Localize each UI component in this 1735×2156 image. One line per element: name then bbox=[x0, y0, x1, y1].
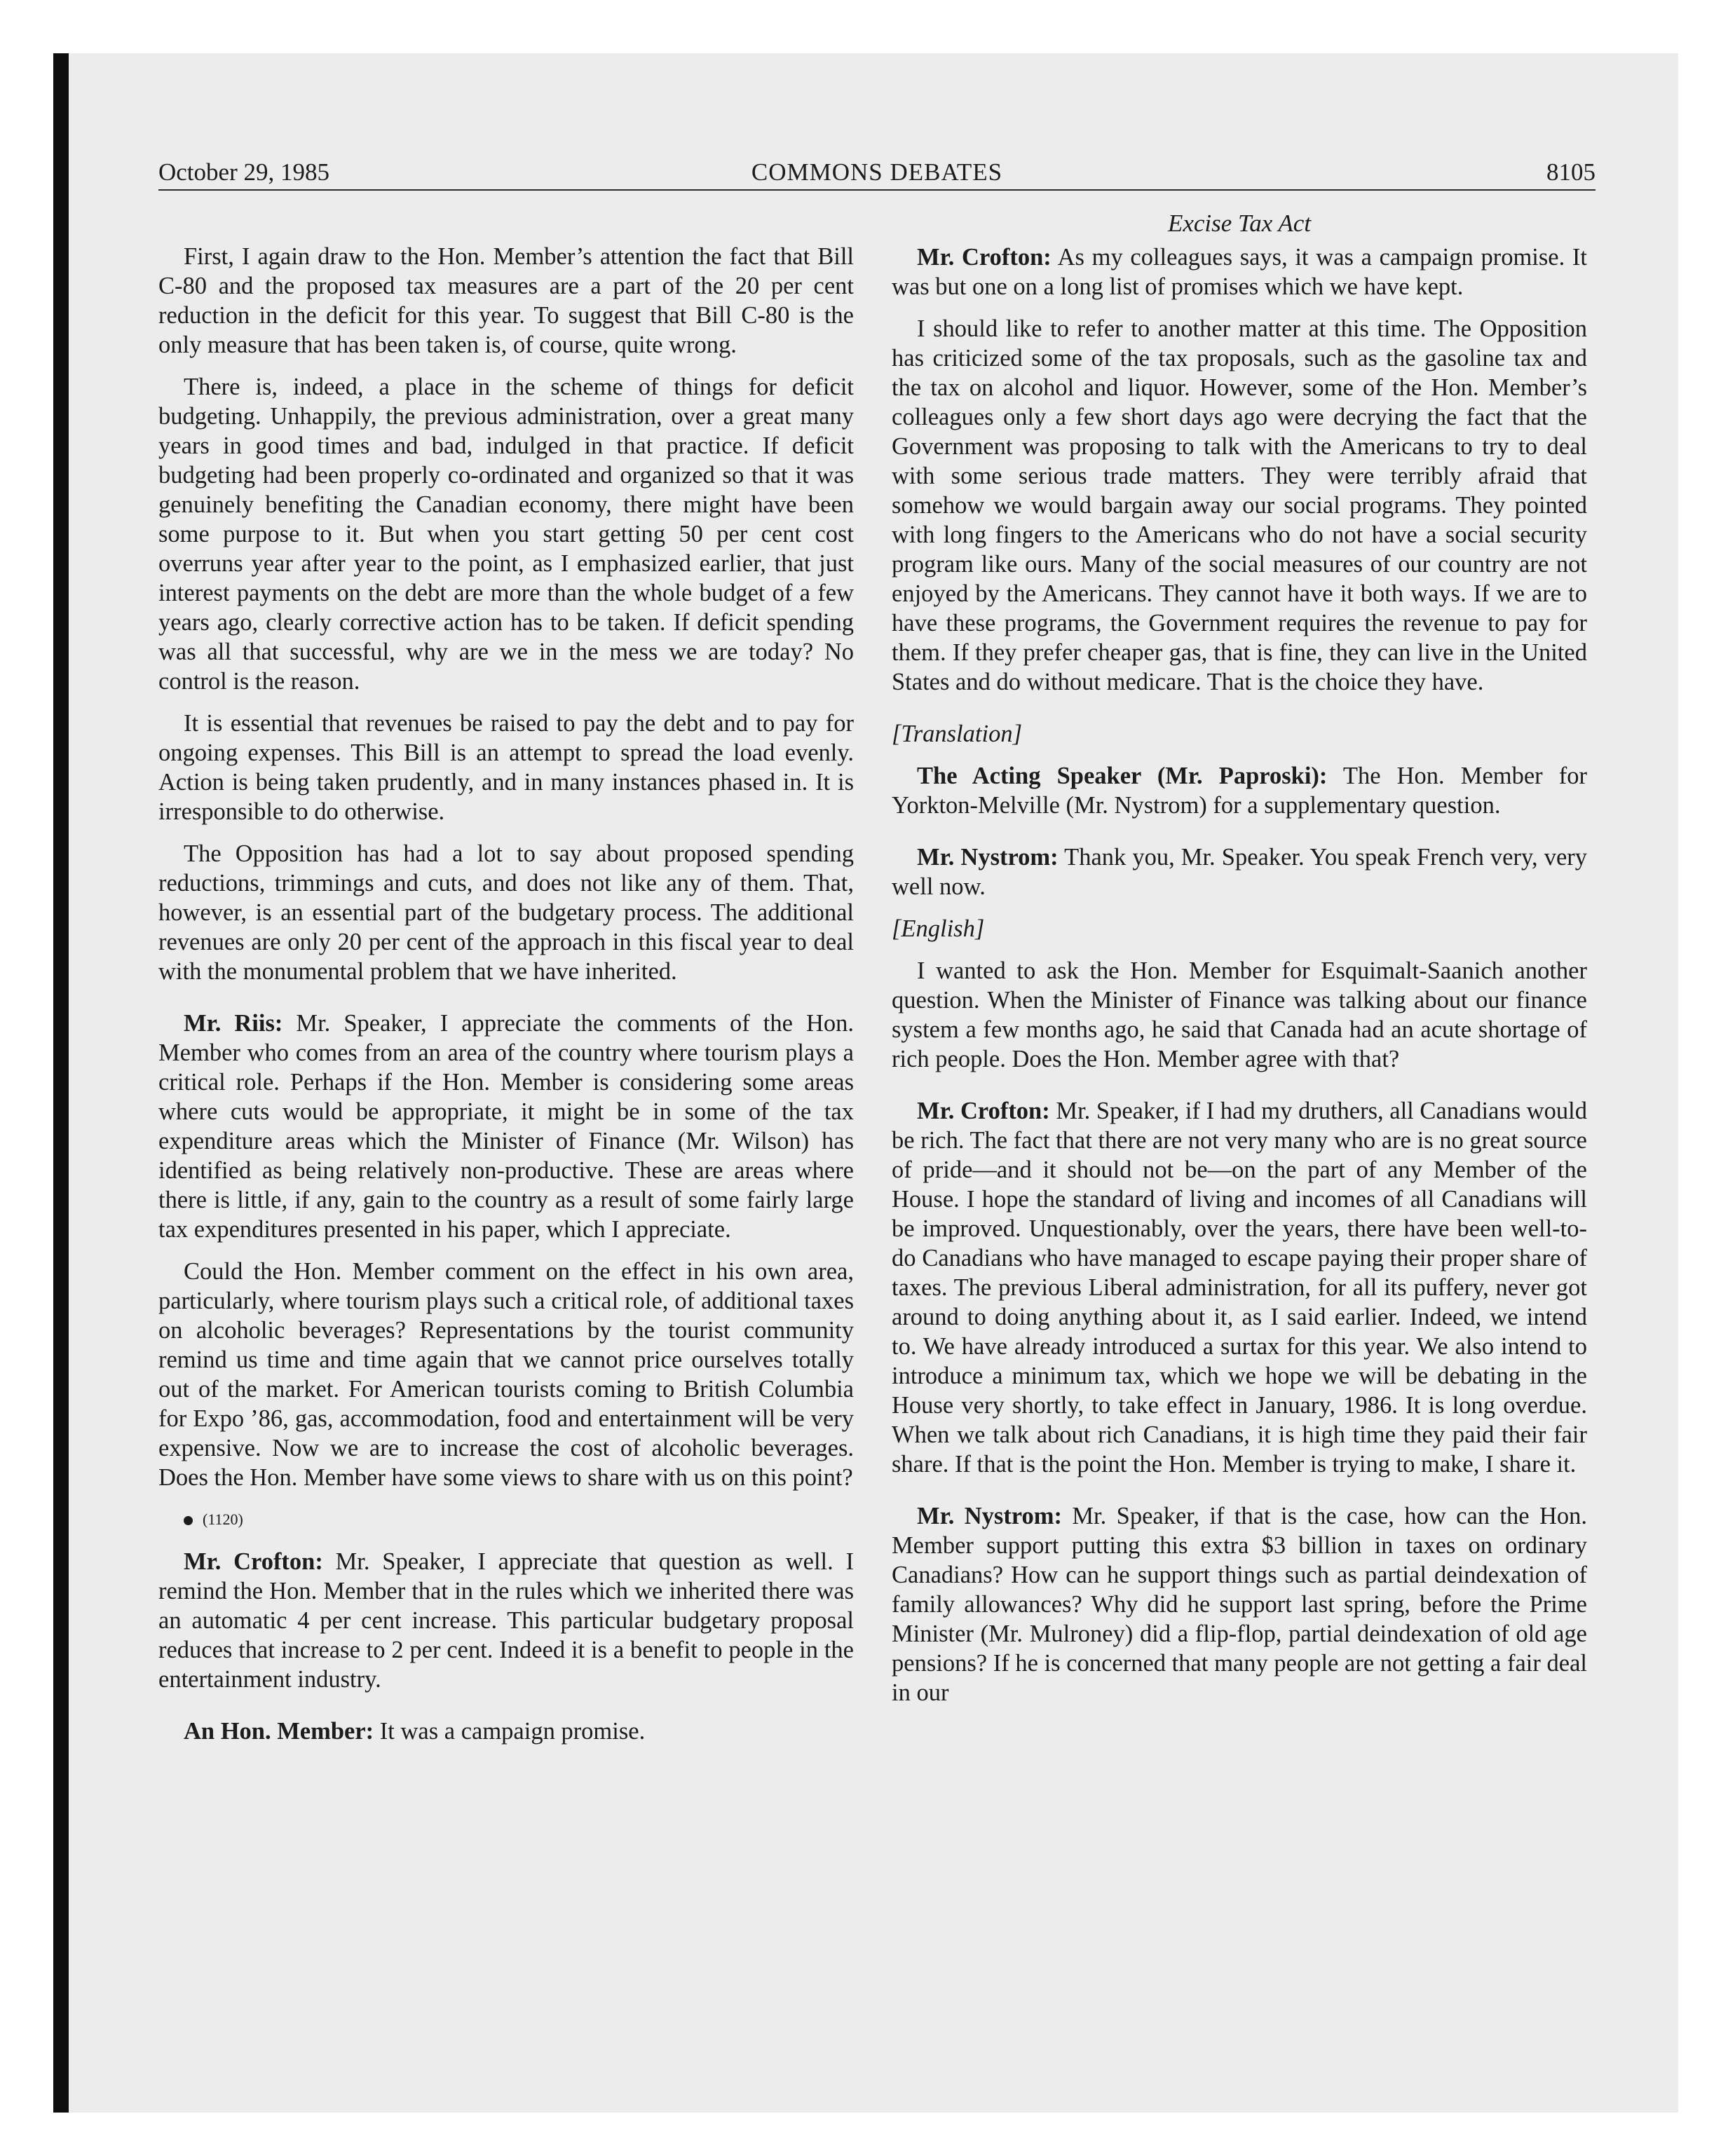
language-marker: [Translation] bbox=[892, 721, 1022, 747]
speech-paragraph bbox=[158, 1009, 854, 1244]
speech-text: Mr. Speaker, I appreciate that question as well. I remind the Hon. Member that in the rules which we inherited there was an automatic 4 per cent increase. This particular budgetary proposal reduces that increase to 2 per cent. Indeed it is a benefit to people in the entertainment industry. bbox=[158, 1548, 855, 1693]
speech-paragraph bbox=[892, 1096, 1587, 1479]
time-marker bbox=[158, 1505, 854, 1534]
paragraph: The Opposition has had a lot to say about proposed spending reductions, trimmings and cuts, and does not like any of them. That, however, is an essential part of the budgetary process. The additional revenues are only 20 per cent of the approach in this fiscal year to deal with the monumental problem that we have inherited. bbox=[158, 840, 854, 985]
speaker-name: The Acting Speaker (Mr. Paproski): bbox=[917, 763, 1328, 789]
speech-text: Thank you, Mr. Speaker. You speak French very, very well now. bbox=[892, 844, 1587, 900]
time-marker-text: (1120) bbox=[203, 1510, 243, 1528]
speech-text: Mr. Speaker, if that is the case, how can the Hon. Member support putting this extra $3 billion in taxes on ordinary Canadians? How can he support things such as partial deindexation of family allowances? Why did he support last spring, before the Prime Minister (Mr. Mulroney) did a flip-flop, partial deindexation of old age pensions? If he is concerned that many people are not getting a fair deal in our bbox=[892, 1503, 1587, 1706]
language-marker: [English] bbox=[892, 915, 985, 942]
speaker-name: Mr. Nystrom: bbox=[917, 1503, 1062, 1529]
speech-paragraph bbox=[892, 761, 1587, 820]
speaker-name: Mr. Riis: bbox=[184, 1010, 283, 1037]
paragraph: There is, indeed, a place in the scheme of things for deficit budgeting. Unhappily, the previous administration, over a great many years in good times and bad, indulged in that practice. If deficit budgeting had been properly co-ordinated and organized so that it was genuinely benefiting the Canadian economy, there might have been some purpose to it. But when you start getting 50 per cent cost overruns year after year to the point, as I emphasized earlier, that just interest payments on the debt are more than the whole budget of a few years ago, clearly corrective action has to be taken. If deficit spending was all that successful, why are we in the mess we are today? No control is the reason. bbox=[158, 374, 854, 695]
bullet-icon bbox=[184, 1516, 193, 1525]
left-column bbox=[158, 242, 854, 1759]
paragraph: I wanted to ask the Hon. Member for Esquimalt-Saanich another question. When the Minister of Finance was talking about our finance system a few months ago, he said that Canada had an acute shortage of rich people. Does the Hon. Member agree with that? bbox=[892, 957, 1587, 1072]
speaker-name: An Hon. Member: bbox=[184, 1718, 374, 1745]
speech-paragraph bbox=[158, 1717, 854, 1746]
paragraph: I should like to refer to another matter at this time. The Opposition has criticized some of the tax proposals, such as the gasoline tax and the tax on alcohol and liquor. However, some of the Hon. Member’s colleagues only a few short days ago were decrying the fact that the Government was proposing to talk with the Americans to try to deal with some serious trade matters. They were terribly afraid that somehow we would bargain away our social programs. They pointed with long fingers to the Americans who do not have a social security program like ours. Many of the social measures of our country are not enjoyed by the Americans. They cannot have it both ways. If we are to have these programs, the Government requires the revenue to pay for them. If they prefer cheaper gas, that is fine, they can live in the United States and do without medicare. That is the choice they have. bbox=[892, 315, 1587, 695]
speaker-name: Mr. Crofton: bbox=[917, 1098, 1050, 1124]
speech-paragraph bbox=[892, 842, 1587, 901]
speaker-name: Mr. Crofton: bbox=[917, 244, 1052, 271]
header-date: October 29, 1985 bbox=[158, 158, 329, 186]
page-header bbox=[158, 156, 1595, 191]
speaker-name: Mr. Nystrom: bbox=[917, 844, 1059, 871]
right-column bbox=[892, 209, 1587, 1720]
speech-text: Mr. Speaker, I appreciate the comments of the Hon. Member who comes from an area of the country where tourism plays a critical role. Perhaps if the Hon. Member is considering some areas where cuts would be appropriate, it might be in some of the tax expenditure areas which the Minister of Finance (Mr. Wilson) has identified as being relatively non-productive. These are areas where there is little, if any, gain to the country as a result of some fairly large tax expenditures presented in his paper, which I appreciate. bbox=[158, 1010, 854, 1243]
paragraph: First, I again draw to the Hon. Member’s attention the fact that Bill C-80 and the proposed tax measures are a part of the 20 per cent reduction in the deficit for this year. To suggest that Bill C-80 is the only measure that has been taken is, of course, quite wrong. bbox=[158, 243, 854, 358]
speech-text: As my colleagues says, it was a campaign promise. It was but one on a long list of promises which we have kept. bbox=[892, 244, 1587, 300]
speech-text: It was a campaign promise. bbox=[374, 1718, 646, 1745]
speech-paragraph bbox=[158, 1547, 854, 1694]
header-page-number: 8105 bbox=[1546, 158, 1595, 186]
speech-text: The Hon. Member for Yorkton-Melville (Mr. Nystrom) for a supplementary question. bbox=[892, 763, 1587, 819]
paragraph: Could the Hon. Member comment on the effect in his own area, particularly, where tourism plays such a critical role, of additional taxes on alcoholic beverages? Representations by the tourist community remind us time and time again that we cannot price ourselves totally out of the market. For American tourists coming to British Columbia for Expo ’86, gas, accommodation, food and entertainment will be very expensive. Now we are to increase the cost of alcoholic beverages. Does the Hon. Member have some views to share with us on this point? bbox=[158, 1258, 854, 1491]
binding-edge bbox=[53, 53, 69, 2113]
header-publication: COMMONS DEBATES bbox=[751, 158, 1003, 186]
speech-paragraph bbox=[892, 243, 1587, 301]
speaker-name: Mr. Crofton: bbox=[184, 1548, 323, 1575]
section-title: Excise Tax Act bbox=[1167, 210, 1312, 237]
speech-paragraph bbox=[892, 1501, 1587, 1707]
speech-text: Mr. Speaker, if I had my druthers, all Canadians would be rich. The fact that there are not very many who are is no great source of pride—and it should not be—on the part of any Member of the House. I hope the standard of living and incomes of all Canadians will be improved. Unquestionably, over the years, there have been well-to-do Canadians who have managed to escape paying their proper share of taxes. The previous Liberal administration, for all its puffery, never got around to doing anything about it, as I said earlier. Indeed, we intend to. We have already introduced a surtax for this year. We also intend to introduce a minimum tax, which we hope we will be debating in the House very shortly, to take effect in January, 1986. It is long overdue. When we talk about rich Canadians, it is high time they paid their fair share. If that is the point the Hon. Member is trying to make, I share it. bbox=[892, 1098, 1588, 1478]
paragraph: It is essential that revenues be raised to pay the debt and to pay for ongoing expenses. This Bill is an attempt to spread the load evenly. Action is being taken prudently, and in many instances phased in. It is irresponsible to do otherwise. bbox=[158, 710, 854, 825]
